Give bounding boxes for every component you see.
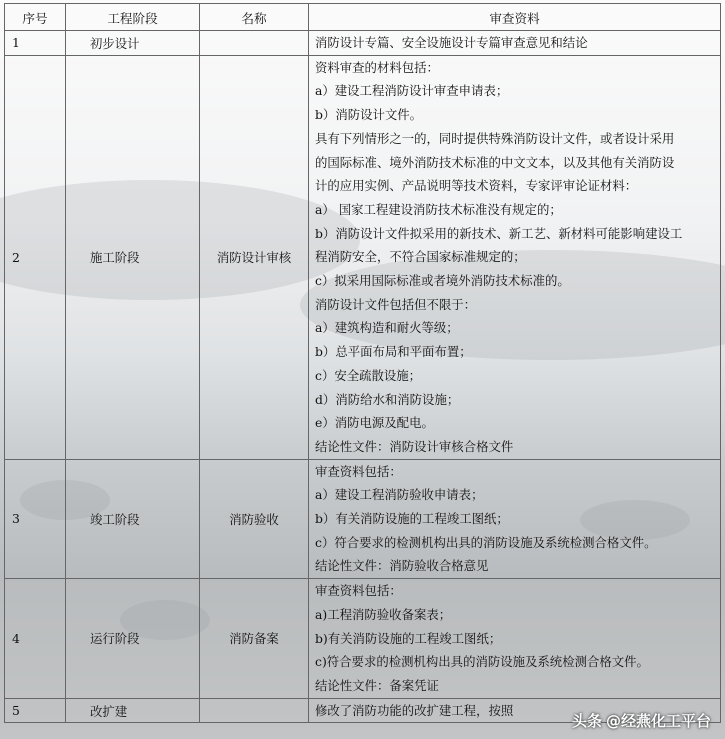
- row-name: 消防备案: [200, 579, 309, 699]
- row-phase: 竣工阶段: [66, 459, 200, 579]
- watermark-handle: @经燕化工平台: [605, 712, 711, 730]
- document-line: c）安全疏散设施；: [315, 367, 422, 383]
- document-line: 消防设计文件包括但不限于：: [315, 296, 477, 312]
- document-line: 资料审查的材料包括：: [315, 59, 439, 75]
- row-number: 1: [5, 31, 66, 56]
- document-line: a)工程消防验收备案表；: [315, 606, 452, 622]
- row-number: 2: [5, 55, 66, 459]
- row-phase: 运行阶段: [66, 579, 200, 699]
- row-documents: [309, 55, 721, 459]
- document-line: b）消防设计文件。: [315, 107, 423, 123]
- document-line: b）有关消防设施的工程竣工图纸；: [315, 511, 509, 527]
- watermark-prefix: 头条: [571, 712, 602, 730]
- row-phase: 改扩建: [66, 698, 200, 723]
- table-body: [5, 31, 721, 723]
- document-line: 结论性文件：消防设计审核合格文件: [315, 438, 514, 454]
- fire-review-table: [4, 3, 721, 723]
- row-name: [200, 698, 309, 723]
- header-documents: 审查资料: [309, 4, 721, 31]
- document-line: d）消防给水和消防设施；: [315, 391, 460, 407]
- document-line: a）建设工程消防验收申请表；: [315, 487, 484, 503]
- document-line: a）建筑构造和耐火等级；: [315, 320, 459, 336]
- table-header-row: [5, 4, 721, 31]
- document-line: b)有关消防设施的工程竣工图纸；: [315, 630, 502, 646]
- row-phase: 初步设计: [66, 31, 200, 56]
- row-number: 3: [5, 459, 66, 579]
- table-row: [5, 459, 721, 579]
- document-line: a） 国家工程建设消防技术标准没有规定的；: [315, 201, 562, 217]
- document-line: 程消防安全，不符合国家标准规定的；: [315, 249, 526, 265]
- row-name: 消防验收: [200, 459, 309, 579]
- row-phase: 施工阶段: [66, 55, 200, 459]
- document-line: 结论性文件：备案凭证: [315, 677, 439, 693]
- document-line: a）建设工程消防设计审查申请表；: [315, 83, 509, 99]
- document-line: c）拟采用国际标准或者境外消防技术标准的。: [315, 273, 570, 289]
- table-row: [5, 579, 721, 699]
- header-no: 序号: [5, 4, 66, 31]
- row-name: [200, 31, 309, 56]
- document-line: e）消防电源及配电。: [315, 415, 434, 431]
- row-documents: [309, 459, 721, 579]
- header-phase: 工程阶段: [66, 4, 200, 31]
- watermark: [572, 710, 711, 731]
- document-line: 修改了消防功能的改扩建工程，按照: [315, 702, 514, 718]
- document-line: 结论性文件：消防验收合格意见: [315, 558, 489, 574]
- document-line: 审查资料包括：: [315, 583, 402, 599]
- document-line: 具有下列情形之一的，同时提供特殊消防设计文件，或者设计采用: [315, 130, 675, 146]
- document-line: b）总平面布局和平面布置；: [315, 344, 472, 360]
- document-line: 计的应用实例、产品说明等技术资料，专家评审论证材料：: [315, 178, 638, 194]
- row-number: 4: [5, 579, 66, 699]
- row-number: 5: [5, 698, 66, 723]
- document-line: 审查资料包括：: [315, 463, 402, 479]
- document-line: b）消防设计文件拟采用的新技术、新工艺、新材料可能影响建设工: [315, 225, 683, 241]
- document-line: c）符合要求的检测机构出具的消防设施及系统检测合格文件。: [315, 534, 657, 550]
- table-row: [5, 31, 721, 56]
- row-documents: [309, 31, 721, 56]
- document-line: 消防设计专篇、安全设施设计专篇审查意见和结论: [315, 35, 588, 50]
- document-line: c)符合要求的检测机构出具的消防设施及系统检测合格文件。: [315, 654, 649, 670]
- row-documents: [309, 579, 721, 699]
- document-line: 的国际标准、境外消防技术标准的中文文本，以及其他有关消防设: [315, 154, 675, 170]
- row-name: 消防设计审核: [200, 55, 309, 459]
- header-name: 名称: [200, 4, 309, 31]
- table-row: [5, 55, 721, 459]
